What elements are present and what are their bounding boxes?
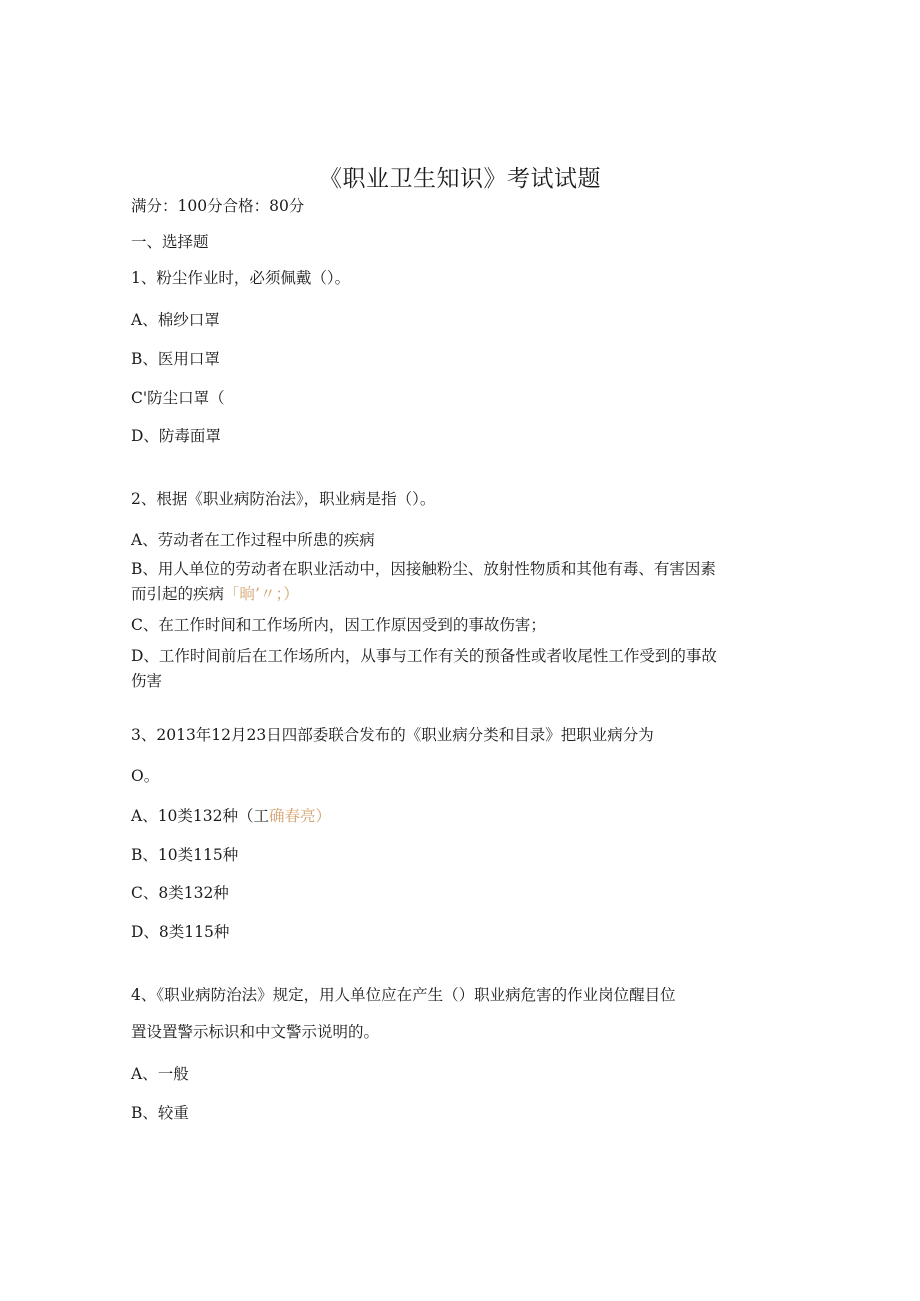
question-4-option-a: A、一般 [131, 1065, 189, 1083]
question-1-stem: 1、粉尘作业时，必须佩戴（）。 [131, 269, 351, 287]
question-1-option-d: D、防毒面罩 [131, 427, 221, 445]
question-1-option-b: B、医用口罩 [131, 350, 220, 368]
exam-title: 《职业卫生知识》考试试题 [319, 166, 601, 192]
question-2-option-c: C、在工作时间和工作场所内，因工作原因受到的事故伤害； [131, 616, 546, 634]
question-3-option-a [131, 804, 331, 826]
question-3-stem-line2: O。 [131, 767, 160, 785]
score-line: 满分：100分合格：80分 [131, 197, 305, 215]
question-3-stem-line1: 3、2013年12月23日四部委联合发布的《职业病分类和目录》把职业病分为 [131, 726, 654, 744]
question-1-option-a: A、棉纱口罩 [131, 311, 220, 329]
handwritten-answer-mark: 「晌’〃；） [224, 585, 299, 603]
question-1-option-c: C'防尘口罩（ [131, 389, 225, 407]
question-2-option-b-line2 [131, 582, 299, 604]
question-4-stem-line1: 4、《职业病防治法》规定，用人单位应在产生（）职业病危害的作业岗位醒目位 [131, 986, 676, 1004]
question-2-option-a: A、劳动者在工作过程中所患的疾病 [131, 531, 375, 549]
question-4-stem-line2: 置设置警示标识和中文警示说明的。 [131, 1023, 380, 1041]
handwritten-answer-mark: 确春亮） [269, 807, 332, 825]
question-4-option-b: B、较重 [131, 1104, 189, 1122]
question-2-option-d-line1: D、工作时间前后在工作场所内，从事与工作有关的预备性或者收尾性工作受到的事故 [131, 647, 717, 665]
question-3-option-c: C、8类132种 [131, 884, 229, 902]
question-2-option-b-line1: B、用人单位的劳动者在职业活动中，因接触粉尘、放射性物质和其他有毒、有害因素 [131, 560, 716, 578]
question-3-option-a-text: A、10类132种（工 [131, 807, 270, 825]
question-2-option-d-line2: 伤害 [131, 672, 163, 690]
question-3-option-d: D、8类115种 [131, 923, 230, 941]
section-heading: 一、选择题 [131, 233, 209, 251]
question-3-option-b: B、10类115种 [131, 846, 239, 864]
question-2-option-b-text: 而引起的疾病 [131, 585, 225, 603]
question-2-stem: 2、根据《职业病防治法》，职业病是指（）。 [131, 490, 436, 508]
